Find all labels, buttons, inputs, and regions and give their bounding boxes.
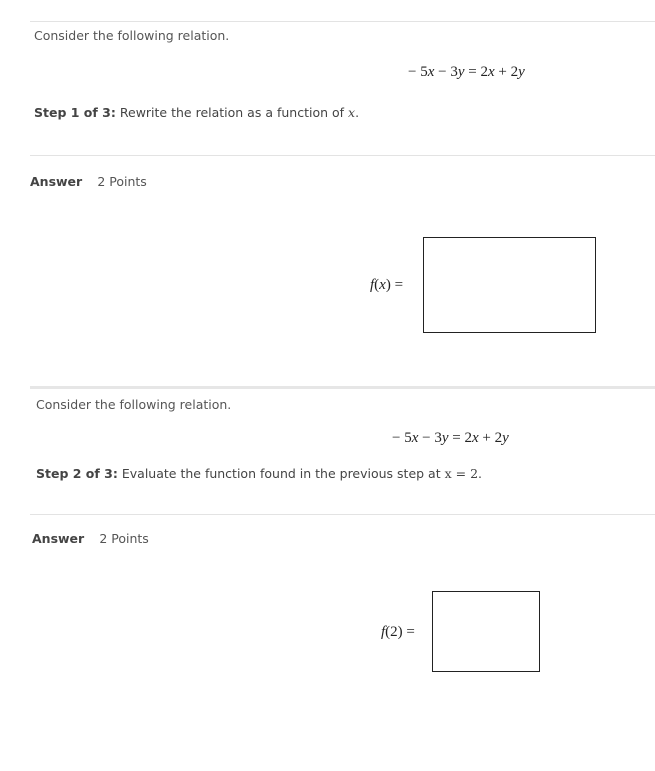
part1-answer-input[interactable] [423, 237, 596, 333]
part1-divider [30, 155, 655, 156]
part2-lhs: f(2) = [381, 624, 415, 640]
part1-step-end: . [355, 105, 360, 120]
part1-equation [408, 64, 525, 81]
part1-points: 2 Points [97, 174, 147, 189]
part2-step-label: Step 2 of 3: [36, 466, 118, 481]
part2-answer-header [32, 528, 149, 547]
part2-step-text: Evaluate the function found in the previous step at [121, 466, 441, 481]
part2-answer-label: Answer [32, 531, 85, 546]
part1-answer-label: Answer [30, 174, 83, 189]
top-divider [30, 21, 655, 22]
part1-step [34, 105, 359, 120]
section-separator [30, 386, 655, 389]
part2-answer-input[interactable] [432, 591, 540, 672]
part2-step-end: . [478, 466, 483, 481]
part1-intro: Consider the following relation. [34, 28, 230, 43]
part2-step-var: x = 2 [444, 466, 479, 481]
part2-points: 2 Points [99, 531, 149, 546]
part2-intro: Consider the following relation. [36, 397, 232, 412]
part2-divider [30, 514, 655, 515]
part1-step-text: Rewrite the relation as a function of [119, 105, 345, 120]
part1-step-label: Step 1 of 3: [34, 105, 116, 120]
part2-equation-text: − 5x − 3y = 2x + 2y [392, 430, 509, 446]
part1-answer-header [30, 171, 147, 190]
part1-lhs: f(x) = [370, 277, 404, 293]
part2-equation [392, 430, 509, 447]
part1-equation-text: − 5x − 3y = 2x + 2y [408, 64, 525, 80]
part2-step [36, 466, 482, 481]
part1-step-var: x [348, 105, 356, 120]
